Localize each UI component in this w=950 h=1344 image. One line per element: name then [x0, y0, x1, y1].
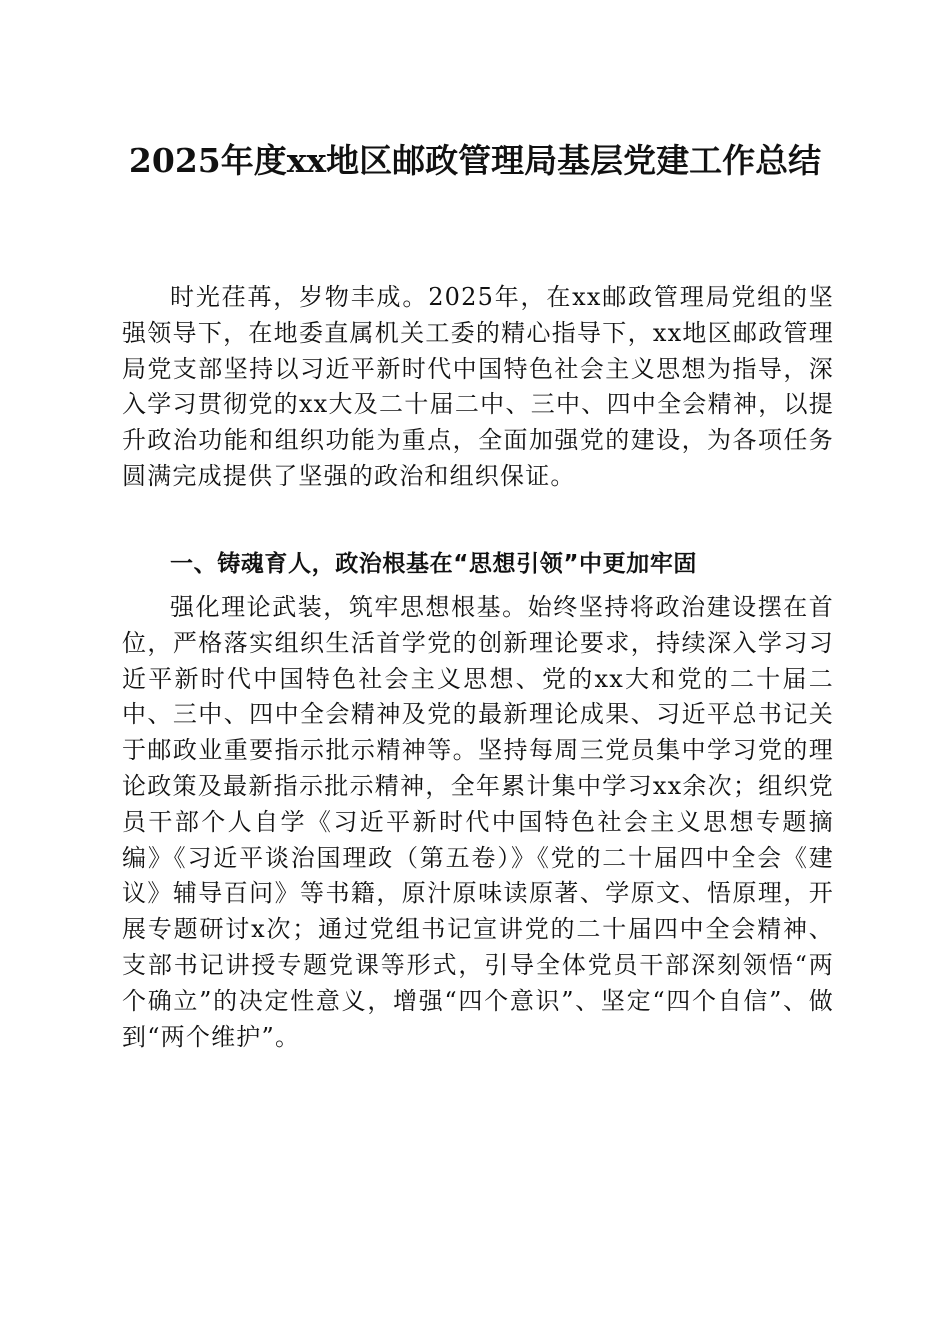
- section-1-paragraph: 强化理论武装，筑牢思想根基。始终坚持将政治建设摆在首位，严格落实组织生活首学党的创新理论要求，持续深入学习习近平新时代中国特色社会主义思想、党的xx大和党的二十届二中、三中、四中全会精神及党的最新理论成果、习近平总书记关于邮政业重要指示批示精神等。坚持每周三党员集中学习党的理论政策及最新指示批示精神，全年累计集中学习xx余次；组织党员干部个人自学《习近平新时代中国特色社会主义思想专题摘编》《习近平谈治国理政（第五卷）》《党的二十届四中全会《建议》辅导百问》等书籍，原汁原味读原著、学原文、悟原理，开展专题研讨x次；通过党组书记宣讲党的二十届四中全会精神、支部书记讲授专题党课等形式，引导全体党员干部深刻领悟“两个确立”的决定性意义，增强“四个意识”、坚定“四个自信”、做到“两个维护”。: [122, 593, 834, 1051]
- intro-paragraph: 时光荏苒，岁物丰成。2025年，在xx邮政管理局党组的坚强领导下，在地委直属机关工委的精心指导下，xx地区邮政管理局党支部坚持以习近平新时代中国特色社会主义思想为指导，深入学习贯彻党的xx大及二十届二中、三中、四中全会精神，以提升政治功能和组织功能为重点，全面加强党的建设，为各项任务圆满完成提供了坚强的政治和组织保证。: [122, 283, 834, 490]
- document-title: 2025年度xx地区邮政管理局基层党建工作总结: [128, 141, 822, 180]
- section-1-heading: 一、铸魂育人，政治根基在“思想引领”中更加牢固: [170, 551, 698, 577]
